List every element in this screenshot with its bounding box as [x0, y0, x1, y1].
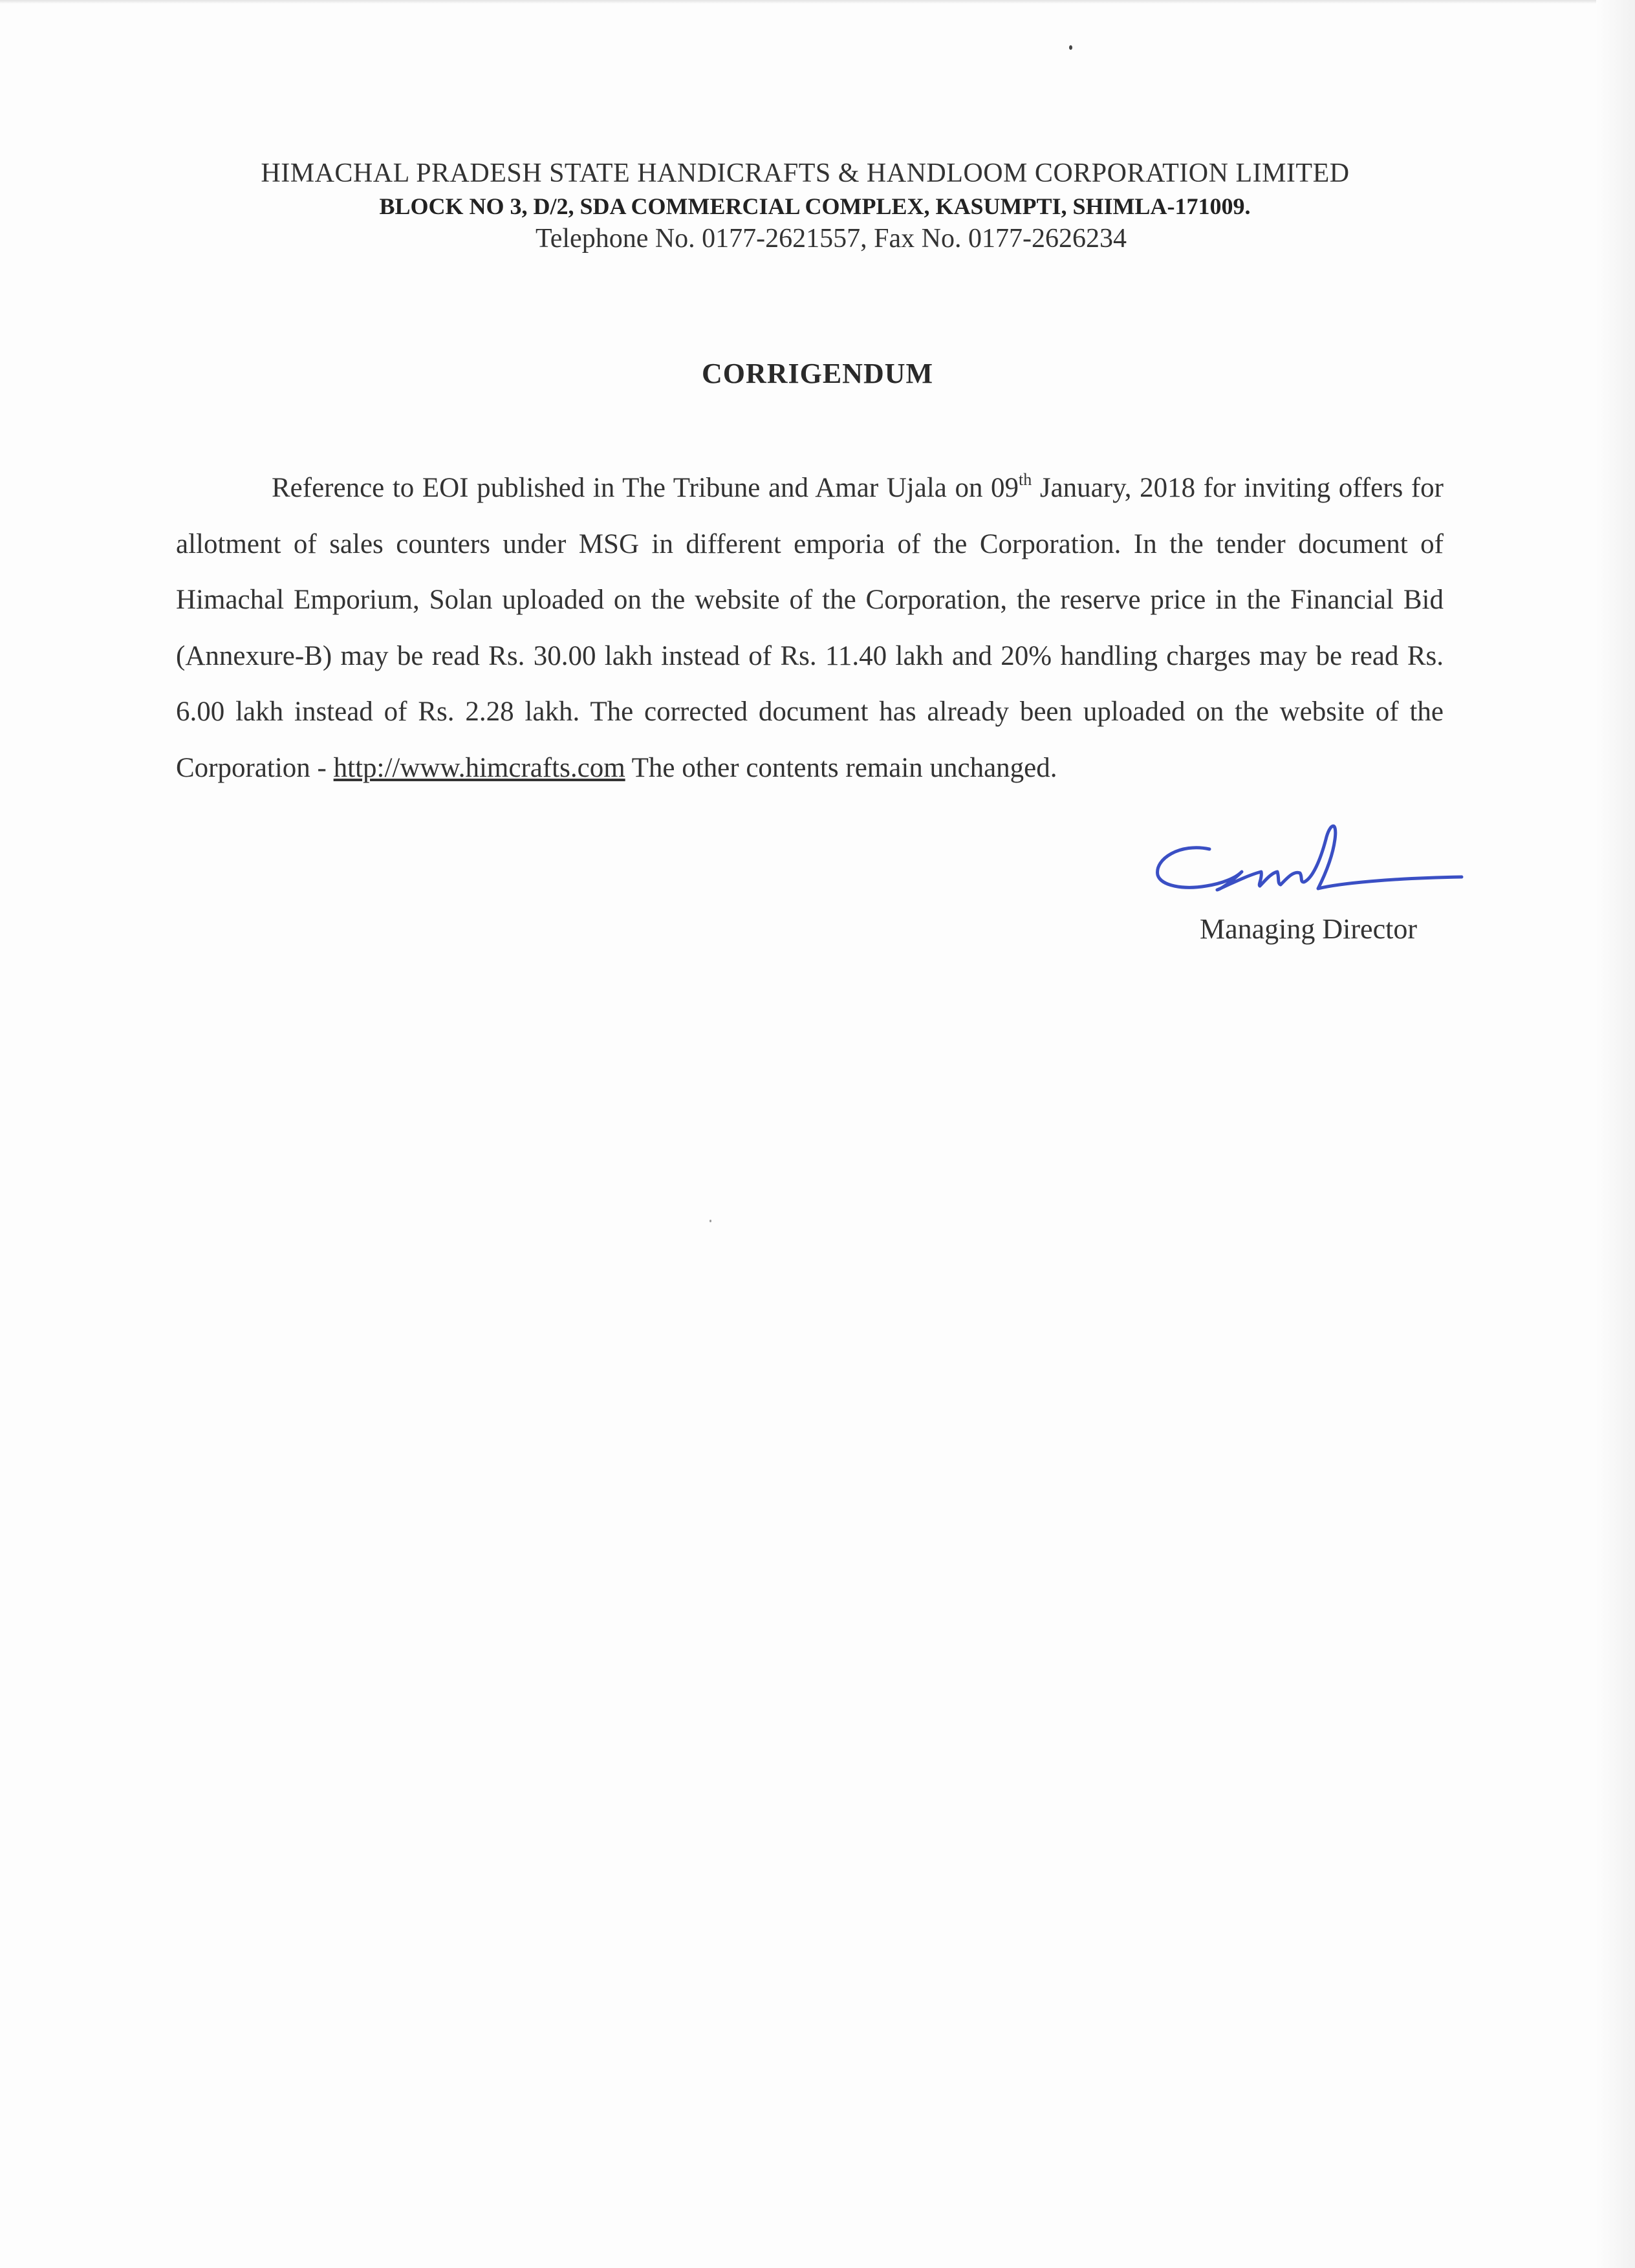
- scan-speck: [1069, 45, 1072, 50]
- body-text-part3: The other contents remain unchanged.: [625, 752, 1057, 783]
- body-paragraph: [176, 460, 1444, 796]
- letterhead: [162, 155, 1449, 256]
- scan-top-edge: [0, 0, 1635, 4]
- date-ordinal: th: [1019, 470, 1032, 489]
- scan-right-edge: [1596, 0, 1635, 2268]
- document-title: CORRIGENDUM: [701, 358, 934, 389]
- signature-image: [1145, 814, 1468, 911]
- organization-contact: Telephone No. 0177-2621557, Fax No. 0177-2626234: [536, 224, 1127, 254]
- organization-name: HIMACHAL PRADESH STATE HANDICRAFTS & HANDLOOM CORPORATION LIMITED: [261, 158, 1350, 188]
- signature-stroke: [1158, 826, 1462, 890]
- signatory-designation: Managing Director: [1200, 913, 1417, 945]
- website-link[interactable]: http://www.himcrafts.com: [333, 752, 625, 783]
- body-text-part1: Reference to EOI published in The Tribune and Amar Ujala on 09: [272, 473, 1019, 503]
- scan-speck: [709, 1220, 711, 1222]
- body-text-part2: January, 2018 for inviting offers for allotment of sales counters under MSG in different emporia of the Corporation. In the tender document of Himachal Emporium, Solan uploaded on the website of the Corporation, the reserve price in the Financial Bid (Annexure-B) may be read Rs. 30.00 lakh instead of Rs. 11.40 lakh and 20% handling charges may be read Rs. 6.00 lakh instead of Rs. 2.28 lakh. The corrected document has already been uploaded on the website of the Corporation -: [176, 473, 1444, 783]
- organization-address: BLOCK NO 3, D/2, SDA COMMERCIAL COMPLEX, KASUMPTI, SHIMLA-171009.: [379, 193, 1251, 219]
